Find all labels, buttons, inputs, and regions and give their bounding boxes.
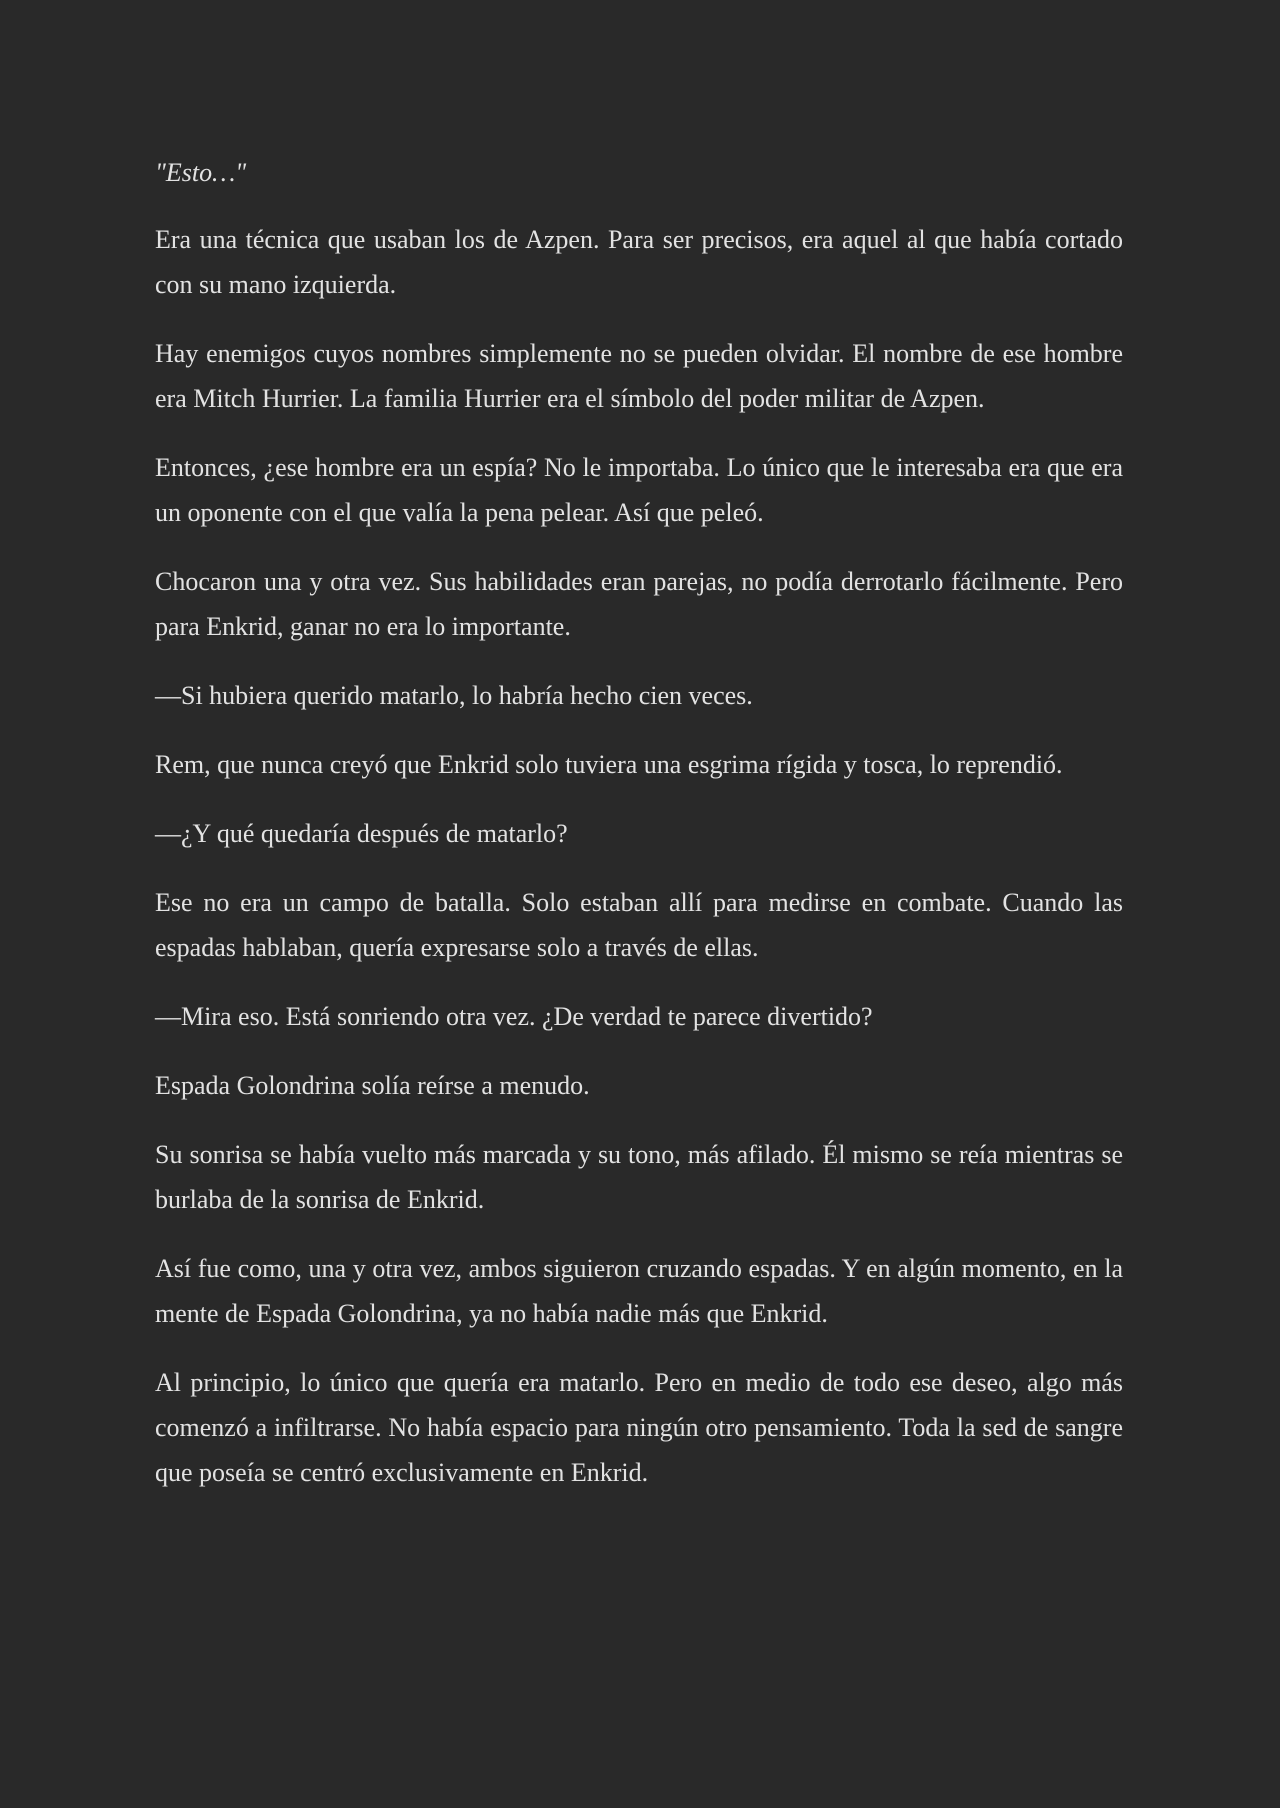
- paragraph: Hay enemigos cuyos nombres simplemente no se pueden olvidar. El nombre de ese hombre era Mitch Hurrier. La familia Hurrier era el símbolo del poder militar de Azpen.: [155, 339, 1123, 413]
- paragraph-quote: "Esto…": [155, 158, 247, 187]
- paragraph: Al principio, lo único que quería era matarlo. Pero en medio de todo ese deseo, algo más comenzó a infiltrarse. No había espacio para ningún otro pensamiento. Toda la sed de sangre que poseía se centró exclusivamente en Enkrid.: [155, 1368, 1123, 1487]
- paragraph: Chocaron una y otra vez. Sus habilidades eran parejas, no podía derrotarlo fácilmente. Pero para Enkrid, ganar no era lo importante.: [155, 567, 1123, 641]
- paragraph: Rem, que nunca creyó que Enkrid solo tuviera una esgrima rígida y tosca, lo reprendió.: [155, 750, 1063, 779]
- dialogue-line: —Si hubiera querido matarlo, lo habría hecho cien veces.: [155, 681, 753, 710]
- paragraph: Así fue como, una y otra vez, ambos siguieron cruzando espadas. Y en algún momento, en la mente de Espada Golondrina, ya no había nadie más que Enkrid.: [155, 1254, 1123, 1328]
- paragraph: Era una técnica que usaban los de Azpen. Para ser precisos, era aquel al que había cortado con su mano izquierda.: [155, 225, 1123, 299]
- dialogue-line: —Mira eso. Está sonriendo otra vez. ¿De verdad te parece divertido?: [155, 1002, 873, 1031]
- paragraph: Ese no era un campo de batalla. Solo estaban allí para medirse en combate. Cuando las espadas hablaban, quería expresarse solo a través de ellas.: [155, 888, 1123, 962]
- paragraph: Su sonrisa se había vuelto más marcada y su tono, más afilado. Él mismo se reía mientras se burlaba de la sonrisa de Enkrid.: [155, 1140, 1123, 1214]
- paragraph: Entonces, ¿ese hombre era un espía? No le importaba. Lo único que le interesaba era que era un oponente con el que valía la pena pelear. Así que peleó.: [155, 453, 1123, 527]
- paragraph: Espada Golondrina solía reírse a menudo.: [155, 1071, 590, 1100]
- dialogue-line: —¿Y qué quedaría después de matarlo?: [155, 819, 568, 848]
